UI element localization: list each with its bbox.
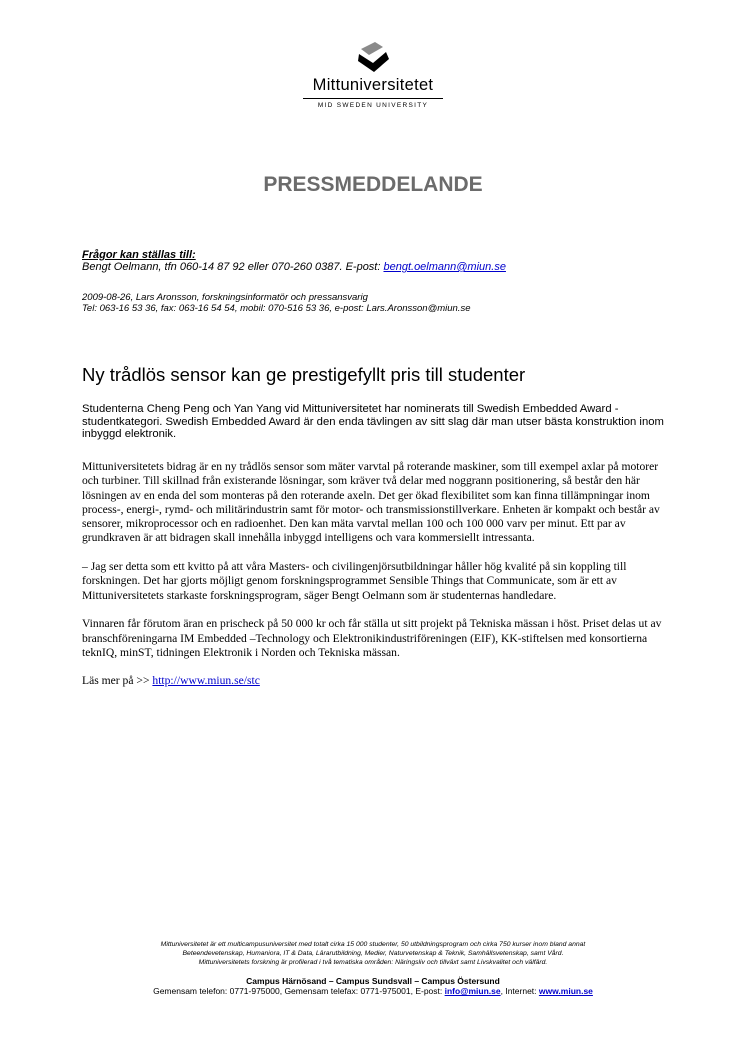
footer-contact-text: Gemensam telefon: 0771-975000, Gemensam telefax: 0771-975001, E-post: xyxy=(153,986,445,996)
press-contact-numbers: Tel: 063-16 53 36, fax: 063-16 54 54, mobil: 070-516 53 36, e-post: Lars.Aronsson@miun.se xyxy=(82,303,471,314)
contact-block xyxy=(82,249,506,273)
questions-label: Frågor kan ställas till: xyxy=(82,249,196,261)
article-headline: Ny trådlös sensor kan ge prestigefyllt pris till studenter xyxy=(82,364,526,385)
logo-name: Mittuniversitetet xyxy=(312,76,434,94)
read-more-link[interactable]: http://www.miun.se/stc xyxy=(152,674,260,688)
article-lead: Studenterna Cheng Peng och Yan Yang vid Mittuniversitetet har nominerats till Swedish Embedded Award - studentkategori. Swedish Embedded Award är den enda tävlingen av sitt slag där man utser bästa konstruktion inom inbyggd elektronik. xyxy=(82,403,664,440)
footer-website-link[interactable]: www.miun.se xyxy=(538,986,593,996)
press-date-author: 2009-08-26, Lars Aronsson, forskningsinformatör och pressansvarig xyxy=(82,292,368,303)
logo-subtitle: MID SWEDEN UNIVERSITY xyxy=(303,98,443,109)
press-meta xyxy=(82,292,470,314)
footer-internet-label: , Internet: xyxy=(500,986,539,996)
contact-email-link[interactable]: bengt.oelmann@miun.se xyxy=(383,261,506,273)
footer-info-line: Mittuniversitetet är ett multicampusuniversitet med totalt cirka 15 000 studenter, 50 utbildningsprogram och cirka 750 kurser inom bland annat xyxy=(160,941,586,948)
read-more-line xyxy=(82,674,662,688)
article-paragraph: Mittuniversitetets bidrag är en ny trådlös sensor som mäter varvtal på roterande maskiner, som till exempel axlar på motorer och turbiner. Till skillnad från existerande lösningar, som kräver två delar med noggrann positionering, så består den här lösningen av en enda del som monteras på den roterande axeln. Det ger ökad flexibilitet som kan finna tillämpningar inom process-, energi-, rymd- och militärindustrin samt för motor- och transmissionstillverkare. Enheten är kompakt och består av sensorer, mikroprocessor och en radioenhet. Den kan mäta varvtal mellan 100 och 100 000 varv per minut. Ett par av grundkraven är att bidragen skall innehålla inbyggd intelligens och vara kommersiellt intressanta. xyxy=(82,460,660,545)
footer-info-line: Beteendevetenskap, Humaniora, IT & Data, Lärarutbildning, Medier, Naturvetenskap & Teknik, Samhällsvetenskap, samt Vård. xyxy=(182,950,564,957)
footer-contact xyxy=(0,986,746,997)
logo-mark-icon xyxy=(355,40,391,74)
article-paragraph: Vinnaren får förutom äran en prischeck på 50 000 kr och får ställa ut sitt projekt på Tekniska mässan i höst. Priset delas ut av branschföreningarna IM Embedded –Technology och Elektronikindustriföreningen (EIF), KK-stiftelsen med konsortierna teknIQ, minST, tidningen Elektronik i Norden och Tekniska mässan. xyxy=(82,617,662,659)
contact-person-text: Bengt Oelmann, tfn 060-14 87 92 eller 070-260 0387. E-post: xyxy=(82,261,384,273)
article-paragraph: – Jag ser detta som ett kvitto på att våra Masters- och civilingenjörsutbildningar håller hög kvalité på sin koppling till forskningen. Det har gjorts möjligt genom forskningsprogrammet Sensible Things that Communicate, som är ett av Mittuniversitetets starkaste forskningsprogram, säger Bengt Oelmann som är studenternas handledare. xyxy=(82,560,627,602)
article-body xyxy=(82,460,662,703)
footer-info-line: Mittuniversitetets forskning är profilerad i två tematiska områden: Näringsliv och tillväxt samt Livskvalitet och välfärd. xyxy=(198,959,548,966)
footer-campuses: Campus Härnösand – Campus Sundsvall – Campus Östersund xyxy=(246,976,500,986)
university-logo xyxy=(0,40,746,112)
contact-person-line xyxy=(82,261,506,273)
footer-email-link[interactable]: info@miun.se xyxy=(444,986,501,996)
page-title: PRESSMEDDELANDE xyxy=(263,173,483,196)
page-footer xyxy=(0,940,746,997)
read-more-prefix: Läs mer på >> xyxy=(82,674,153,688)
